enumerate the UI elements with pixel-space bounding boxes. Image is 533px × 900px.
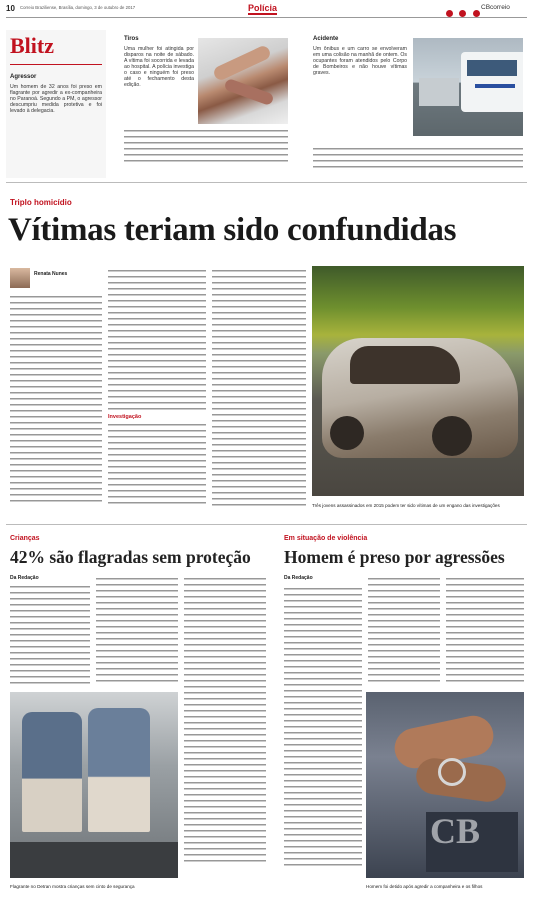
header-rule <box>6 17 527 18</box>
children-car-photo <box>10 692 178 878</box>
twitter-icon <box>459 10 466 17</box>
instagram-icon <box>473 10 480 17</box>
bus-photo <box>413 38 523 136</box>
main-subhead: Investigação <box>108 414 142 420</box>
page-number: 10 <box>6 4 15 13</box>
author-avatar <box>10 268 30 288</box>
main-kicker: Triplo homicídio <box>10 198 72 207</box>
bl-photo-caption: Flagrante no Detran mostra crianças sem cinto de segurança <box>10 884 135 889</box>
facebook-icon <box>446 10 453 17</box>
blitz-item-heading: Acidente <box>313 36 339 42</box>
blitz-item-text: Um homem de 32 anos foi preso em flagrante por agredir a ex-companheira no Paranoá. Segundo a PM, o agressor descumpriu medida protetiva e foi levado à delegacia. <box>10 84 102 114</box>
bl-col-1 <box>10 586 90 686</box>
blitz-item-extra <box>124 130 288 170</box>
blitz-bottom-rule <box>6 182 527 183</box>
bl-col-3 <box>184 578 266 866</box>
blitz-item-extra <box>313 148 523 170</box>
br-col-3 <box>446 578 524 686</box>
bl-kicker: Crianças <box>10 535 40 542</box>
blitz-item-text: Um ônibus e um carro se envolveram em uma colisão na manhã de ontem. Os ocupantes foram atendidos pelo Corpo de Bombeiros e não houve vítimas graves. <box>313 46 407 76</box>
share-icons <box>446 4 480 22</box>
main-headline: Vítimas teriam sido confundidas <box>8 212 457 248</box>
hands-photo <box>198 38 288 124</box>
bl-headline: 42% são flagradas sem proteção <box>10 547 251 567</box>
br-kicker: Em situação de violência <box>284 535 368 542</box>
blitz-title: Blitz <box>10 33 54 58</box>
bl-col-2 <box>96 578 178 686</box>
main-col-2 <box>108 270 206 410</box>
cb-watermark: CB <box>430 811 481 851</box>
main-col-3 <box>212 270 306 506</box>
br-headline: Homem é preso por agressões <box>284 547 505 567</box>
main-bottom-rule <box>6 524 527 525</box>
brand-logo: CBcorreio <box>481 4 510 11</box>
burned-car-photo <box>312 266 524 496</box>
blitz-title-rule <box>10 64 102 65</box>
blitz-item-text: Uma mulher foi atingida por disparos na noite de sábado. A vítima foi socorrida e levada ao hospital. A polícia investiga o caso e ninguém foi preso até o fechamento desta edição. <box>124 46 194 88</box>
br-byline: Da Redação <box>284 575 313 581</box>
bl-byline: Da Redação <box>10 575 39 581</box>
main-byline: Renata Nunes <box>34 271 68 277</box>
main-col-1 <box>10 296 102 506</box>
br-col-2 <box>368 578 440 686</box>
edition-line: Correio Braziliense, Brasília, domingo, 3 de outubro de 2017 <box>20 5 136 10</box>
section-title: Polícia <box>248 3 278 13</box>
blitz-item-heading: Agressor <box>10 74 37 80</box>
br-col-1 <box>284 588 362 866</box>
main-col-2b <box>108 424 206 506</box>
main-photo-caption: Três jovens assassinados em 2015 podem ter sido vítimas de um engano das investigações <box>312 503 500 508</box>
blitz-item-heading: Tiros <box>124 36 139 42</box>
br-photo-caption: Homem foi detido após agredir a companheira e os filhos <box>366 884 483 889</box>
